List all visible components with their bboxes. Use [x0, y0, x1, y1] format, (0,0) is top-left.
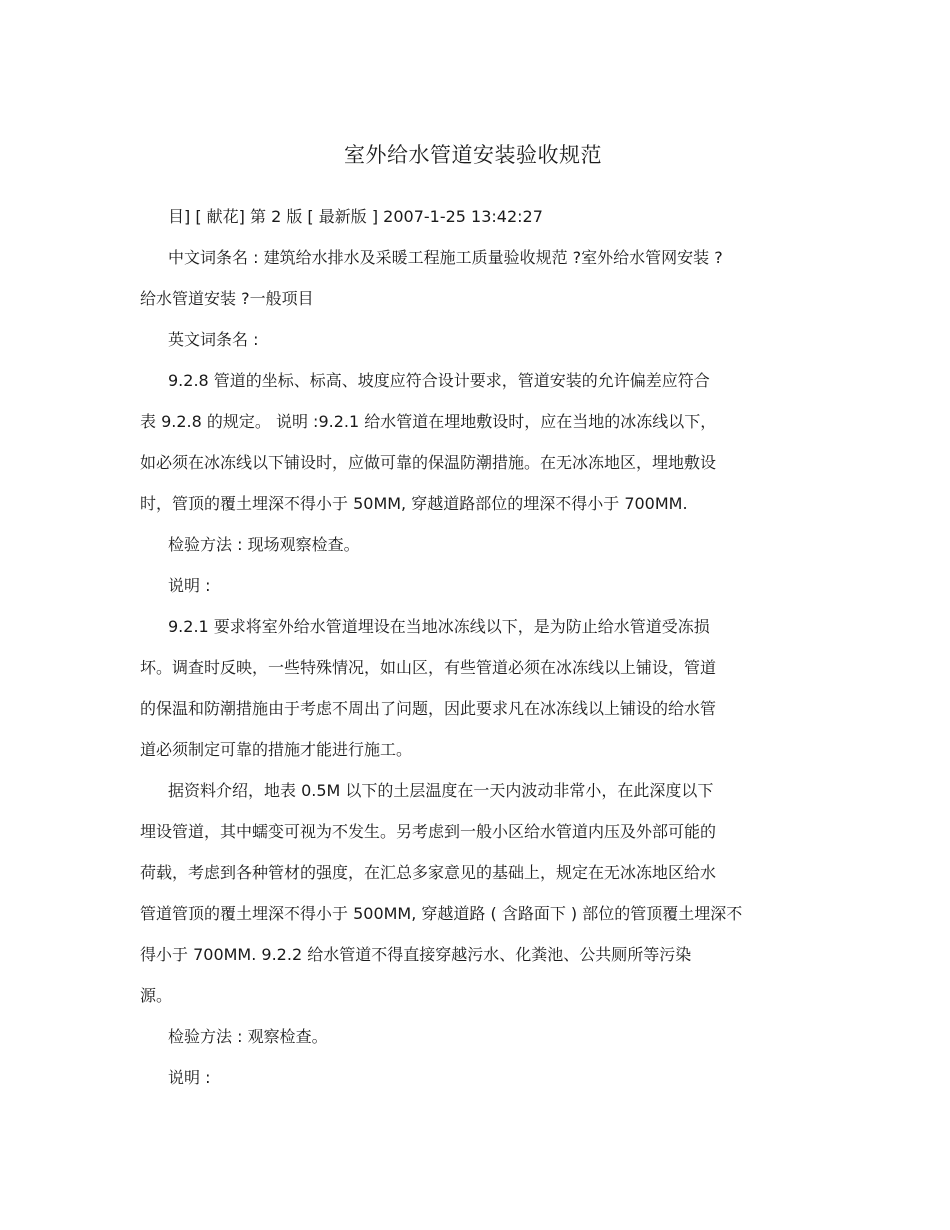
paragraph-line: 坏。调查时反映，一些特殊情况，如山区，有些管道必须在冰冻线以上铺设，管道 [140, 658, 717, 677]
english-term-line: 英文词条名 : [168, 330, 259, 349]
paragraph-line: 表 9.2.8 的规定。 说明 :9.2.1 给水管道在埋地敷设时，应在当地的冰冻线以下， [140, 412, 717, 431]
paragraph-line: 埋设管道，其中蠕变可视为不发生。另考虑到一般小区给水管道内压及外部可能的 [140, 822, 717, 841]
note-label: 说明 : [168, 576, 211, 595]
paragraph-line: 据资料介绍，地表 0.5M 以下的土层温度在一天内波动非常小，在此深度以下 [168, 781, 714, 800]
paragraph-line: 时，管顶的覆土埋深不得小于 50MM, 穿越道路部位的埋深不得小于 700MM. [140, 494, 688, 513]
meta-line: 目] [ 献花] 第 2 版 [ 最新版 ] 2007-1-25 13:42:27 [168, 207, 543, 226]
inspection-method-line: 检验方法 : 现场观察检查。 [168, 535, 360, 554]
inspection-method-line: 检验方法 : 观察检查。 [168, 1027, 328, 1046]
note-label: 说明 : [168, 1068, 211, 1087]
chinese-term-line: 中文词条名 : 建筑给水排水及采暖工程施工质量验收规范 ?室外给水管网安装 ? [168, 248, 723, 267]
paragraph-line: 的保温和防潮措施由于考虑不周出了问题，因此要求凡在冰冻线以上铺设的给水管 [140, 699, 717, 718]
paragraph-line: 道必须制定可靠的措施才能进行施工。 [140, 740, 413, 759]
paragraph-line: 如必须在冰冻线以下铺设时，应做可靠的保温防潮措施。在无冰冻地区，埋地敷设 [140, 453, 717, 472]
paragraph-line: 源。 [140, 986, 173, 1005]
paragraph-line: 得小于 700MM. 9.2.2 给水管道不得直接穿越污水、化粪池、公共厕所等污染 [140, 945, 692, 964]
paragraph-line: 管道管顶的覆土埋深不得小于 500MM, 穿越道路 ( 含路面下 ) 部位的管顶覆土埋深不 [140, 904, 743, 923]
chinese-term-line-cont: 给水管道安装 ?一般项目 [140, 289, 314, 308]
paragraph-line: 9.2.8 管道的坐标、标高、坡度应符合设计要求，管道安装的允许偏差应符合 [168, 371, 710, 390]
paragraph-line: 荷载，考虑到各种管材的强度，在汇总多家意见的基础上，规定在无冰冻地区给水 [140, 863, 717, 882]
document-title: 室外给水管道安装验收规范 [344, 143, 602, 167]
paragraph-line: 9.2.1 要求将室外给水管道埋设在当地冰冻线以下，是为防止给水管道受冻损 [168, 617, 710, 636]
